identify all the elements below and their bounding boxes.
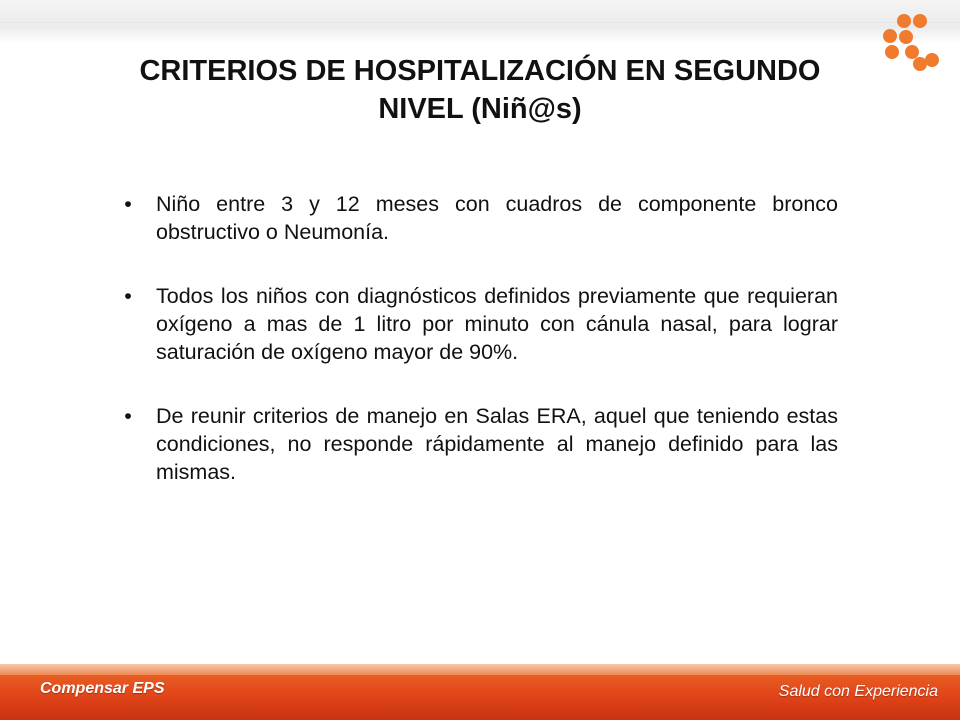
criterion-text: Todos los niños con diagnósticos definidos previamente que requieran oxígeno a mas de 1 litro por minuto con cánula nasal, para lograr saturación de oxígeno mayor de 90%. [156, 284, 838, 364]
bullet-icon: • [124, 192, 132, 216]
footer-highlight-stripe [0, 664, 960, 675]
compensar-dots-logo-icon [880, 12, 944, 74]
criterion-text: Niño entre 3 y 12 meses con cuadros de componente bronco obstructivo o Neumonía. [156, 192, 838, 244]
bullet-icon: • [124, 404, 132, 428]
list-item [118, 190, 838, 246]
bullet-icon: • [124, 284, 132, 308]
criteria-list [118, 190, 838, 522]
list-item [118, 282, 838, 366]
footer-brand: Compensar EPS [40, 680, 165, 697]
slide-title-line-1: CRITERIOS DE HOSPITALIZACIÓN EN SEGUNDO [139, 55, 821, 87]
footer-tagline: Salud con Experiencia [778, 683, 938, 700]
slide-title-line-2: NIVEL (Niñ@s) [378, 93, 582, 125]
criterion-text: De reunir criterios de manejo en Salas ERA, aquel que teniendo estas condiciones, no responde rápidamente al manejo definido para las mismas. [156, 404, 838, 484]
top-decorative-band [0, 0, 960, 44]
slide-title [80, 52, 880, 128]
list-item [118, 402, 838, 486]
